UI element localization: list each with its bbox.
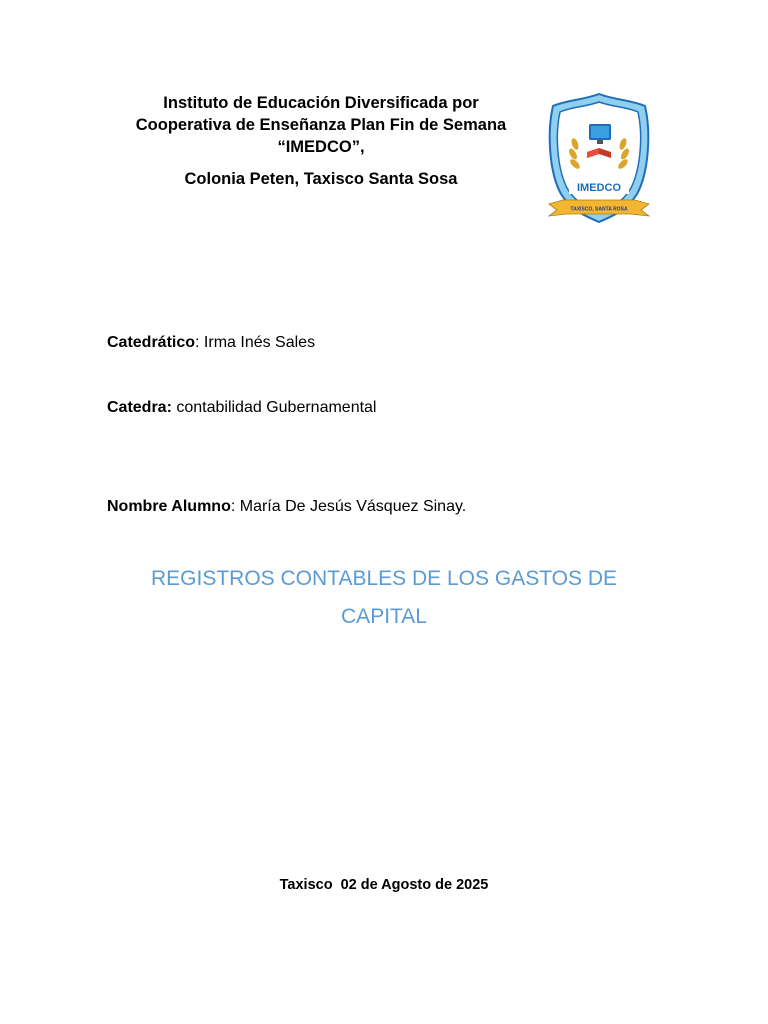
catedratico-label: Catedrático	[107, 334, 196, 351]
catedra-value: contabilidad Gubernamental	[171, 399, 377, 416]
catedra-field	[107, 398, 376, 418]
alumno-label: Nombre Alumno	[107, 498, 231, 515]
institution-header	[100, 92, 542, 190]
document-title	[100, 560, 668, 636]
alumno-field	[107, 497, 466, 517]
document-date: Taxisco 02 de Agosto de 2025	[279, 877, 489, 893]
logo-ribbon-text: TAXISCO, SANTA ROSA	[570, 206, 628, 213]
imedco-logo	[545, 92, 653, 224]
institution-name-line-3: “IMEDCO”,	[277, 138, 365, 156]
catedra-label: Catedra:	[107, 399, 172, 416]
document-title-line-2: CAPITAL	[341, 605, 427, 628]
logo-name-text: IMEDCO	[577, 182, 621, 194]
institution-name-line-2: Cooperativa de Enseñanza Plan Fin de Semana	[135, 116, 507, 134]
catedratico-value: : Irma Inés Sales	[195, 334, 316, 351]
catedratico-field	[107, 333, 315, 353]
institution-name-line-1: Instituto de Educación Diversificada por	[163, 94, 479, 112]
institution-location: Colonia Peten, Taxisco Santa Sosa	[184, 170, 458, 188]
alumno-value: : María De Jesús Vásquez Sinay.	[230, 498, 467, 515]
document-title-line-1: REGISTROS CONTABLES DE LOS GASTOS DE	[151, 567, 617, 590]
